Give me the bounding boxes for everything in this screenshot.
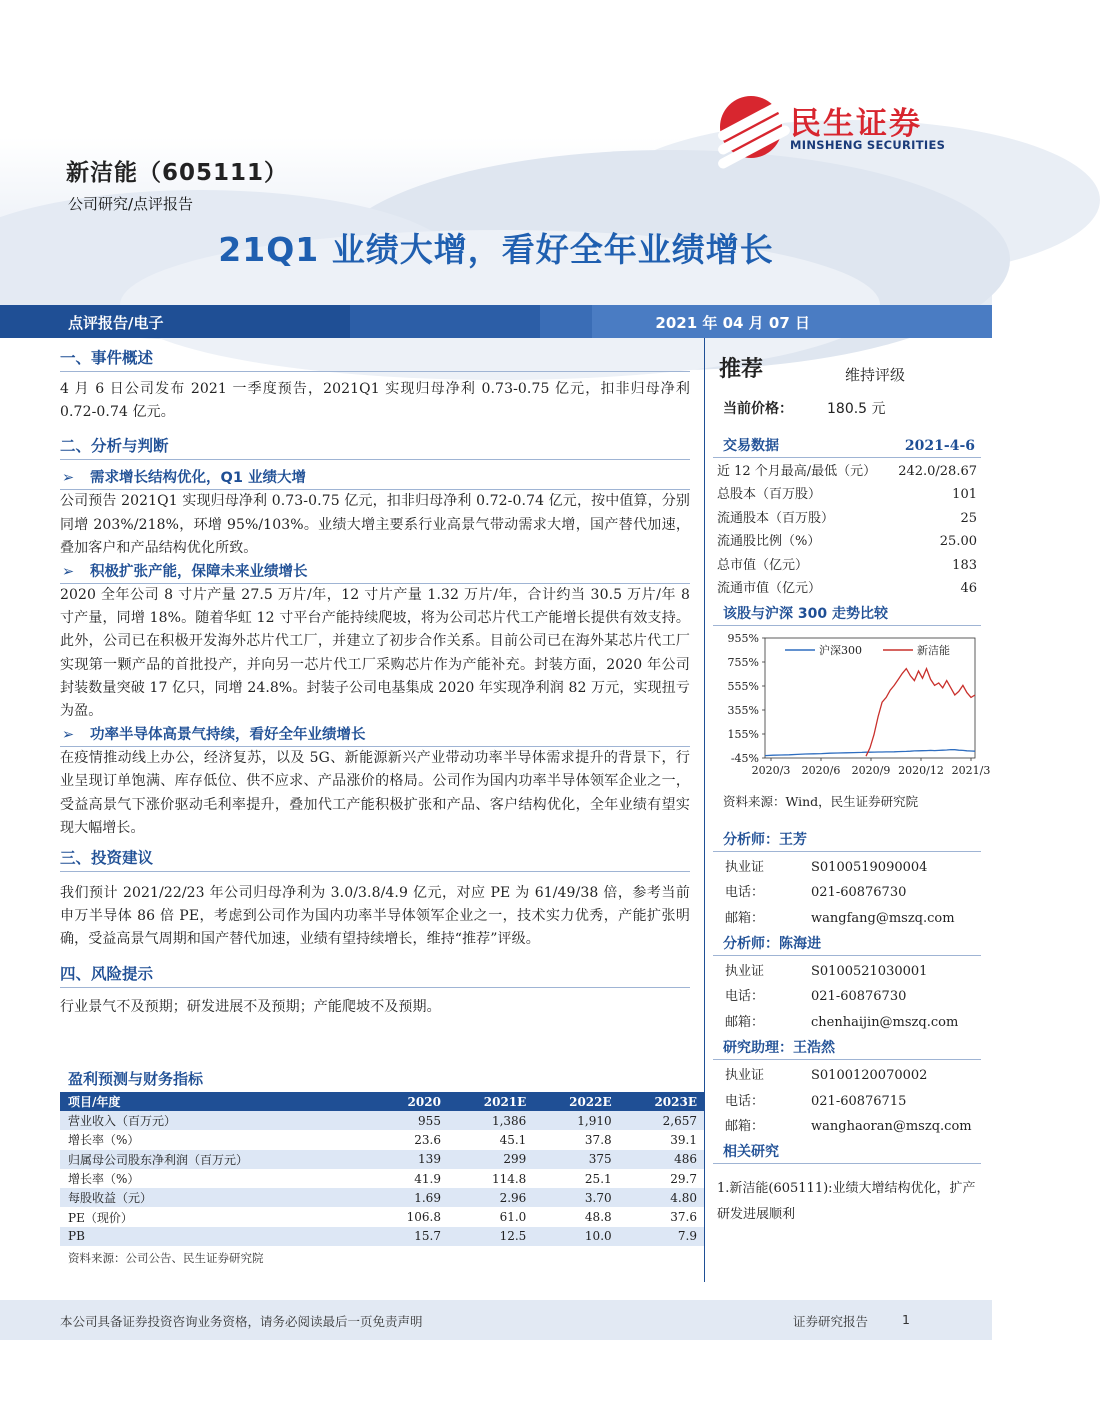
- x-tick-label: 2020/6: [801, 764, 841, 777]
- trade-data-row: 流通市值（亿元） 46: [717, 581, 977, 596]
- table-cell: 39.1: [670, 1132, 697, 1147]
- logo-cn-text: 民生证券: [790, 106, 922, 142]
- trade-date: 2021-4-6: [904, 438, 975, 454]
- price-label: 当前价格：: [723, 401, 793, 417]
- row-label: 归属母公司股东净利润（百万元）: [60, 1150, 377, 1169]
- rating-note: 维持评级: [845, 366, 906, 384]
- price-chart-svg: [713, 630, 991, 780]
- table-row: [60, 1227, 705, 1246]
- footer: [0, 1300, 992, 1340]
- table-cell: 299: [449, 1150, 534, 1169]
- row-label: PE（现价）: [68, 1210, 133, 1225]
- legend-label: 新洁能: [917, 644, 950, 657]
- arrow-bullet-icon: ➢: [62, 727, 75, 744]
- analyst-row: 电话： 021-60876730: [725, 885, 907, 900]
- logo-en-text: MINSHENG SECURITIES: [790, 138, 946, 152]
- row-label: 增长率（%）: [68, 1133, 140, 1148]
- section-text: 4 月 6 日公司发布 2021 一季度预告，2021Q1 实现归母净利 0.73-0.75 亿元，扣非归母净利 0.72-0.74 亿元。: [60, 381, 690, 421]
- analyst-row: 邮箱： wangfang@mszq.com: [725, 911, 955, 926]
- section-text: 公司预告 2021Q1 实现归母净利 0.73-0.75 亿元，扣非归母净利 0.72-0.74 亿元，按中值算，分别同增 203%/218%，环增 95%/103%。业绩大增主要系行业高景气带动需求大增，国产替代加速，叠加客户和产品结构优化所致。: [60, 493, 690, 556]
- minsheng-logo: [720, 96, 960, 160]
- section-heading: 四、风险提示: [60, 960, 690, 988]
- table-source: 资料来源：公司公告、民生证券研究院: [68, 1251, 264, 1266]
- table-cell: 25.1: [584, 1171, 612, 1186]
- table-row: [60, 1111, 705, 1130]
- section-heading: 三、投资建议: [60, 844, 690, 872]
- table-row: [60, 1150, 705, 1169]
- section-heading: 二、分析与判断: [60, 432, 690, 460]
- column-header: 2023E: [620, 1092, 705, 1111]
- subsection-heading: ➢ 功率半导体高景气持续，看好全年业绩增长: [60, 723, 690, 747]
- table-cell: 2,657: [620, 1111, 705, 1130]
- chart-source: 资料来源：Wind，民生证券研究院: [723, 794, 919, 809]
- row-label: 每股收益（元）: [60, 1188, 377, 1207]
- report-category: 公司研究/点评报告: [68, 195, 194, 213]
- company-name: 新洁能（605111）: [66, 160, 289, 186]
- table-cell: 955: [377, 1111, 449, 1130]
- page-number: 1: [902, 1312, 910, 1327]
- trade-data-heading: 交易数据 2021-4-6: [713, 434, 981, 458]
- y-tick-label: 955%: [727, 632, 759, 645]
- row-label: 营业收入（百万元）: [60, 1111, 377, 1130]
- subsection-heading: ➢ 需求增长结构优化，Q1 业绩大增: [60, 466, 690, 490]
- table-cell: 29.7: [670, 1171, 697, 1186]
- series-line-hs300: [765, 750, 975, 756]
- table-cell: 3.70: [534, 1188, 619, 1207]
- section-text: 我们预计 2021/22/23 年公司归母净利为 3.0/3.8/4.9 亿元，对应 PE 为 61/49/38 倍，参考当前申万半导体 86 倍 PE，考虑到公司作为国内功率半导体领军企业之一，技术实力优秀，产能扩张明确，受益高景气周期和国产替代加速，业绩有望持续增长，维持“推荐”评级。: [60, 885, 690, 948]
- x-tick-label: 2020/3: [751, 764, 791, 777]
- analyst-heading: 分析师：王芳: [713, 828, 981, 852]
- trade-data-row: 总股本（百万股） 101: [717, 487, 977, 503]
- footer-label: 证券研究报告: [793, 1314, 869, 1329]
- subsection-heading: ➢ 积极扩张产能，保障未来业绩增长: [60, 560, 690, 584]
- table-cell: 10.0: [534, 1227, 619, 1246]
- main-content: [60, 344, 690, 1019]
- report-date: 2021 年 04 月 07 日: [655, 314, 810, 332]
- financial-forecast: [60, 1066, 705, 1266]
- table-row: [60, 1130, 705, 1149]
- legend-label: 沪深300: [819, 644, 862, 657]
- analyst-row: 执业证 S0100519090004: [725, 860, 928, 875]
- table-row: [60, 1207, 705, 1226]
- report-band: [0, 305, 992, 338]
- y-tick-label: 555%: [727, 680, 759, 693]
- table-cell: 2.96: [449, 1188, 534, 1207]
- row-label: PB: [60, 1227, 377, 1246]
- table-header-row: [60, 1092, 705, 1111]
- trade-data-row: 近 12 个月最高/最低（元） 242.0/28.67: [717, 464, 977, 479]
- table-cell: 375: [534, 1150, 619, 1169]
- section-heading: 一、事件概述: [60, 344, 690, 372]
- price-value: 180.5 元: [827, 401, 886, 417]
- trade-data-row: 流通股比例（%） 25.00: [717, 534, 977, 550]
- table-cell: 4.80: [620, 1188, 705, 1207]
- related-heading: 相关研究: [713, 1140, 981, 1164]
- table-title: 盈利预测与财务指标: [68, 1070, 204, 1088]
- related-research-link[interactable]: 1.新洁能(605111):业绩大增结构优化，扩产研发进展顺利: [717, 1181, 976, 1222]
- table-cell: 48.8: [584, 1210, 612, 1225]
- section-text: 在疫情推动线上办公，经济复苏，以及 5G、新能源新兴产业带动功率半导体需求提升的背景下，行业呈现订单饱满、库存低位、供不应求、产品涨价的格局。公司作为国内功率半导体领军企业之一，受益高景气下涨价驱动毛利率提升，叠加代工产能积极扩张和产品、客户结构优化，全年业绩有望实现大幅增长。: [60, 750, 690, 836]
- y-tick-label: -45%: [730, 752, 759, 765]
- table-cell: 23.6: [414, 1132, 441, 1147]
- table-cell: 45.1: [499, 1132, 527, 1147]
- arrow-bullet-icon: ➢: [62, 470, 75, 487]
- x-tick-label: 2021/3: [951, 764, 991, 777]
- disclaimer-note: 本公司具备证券投资咨询业务资格，请务必阅读最后一页免责声明: [60, 1314, 423, 1329]
- analyst-heading: 分析师：陈海进: [713, 932, 981, 956]
- section-text: 行业景气不及预期；研发进展不及预期；产能爬坡不及预期。: [60, 998, 441, 1015]
- table-cell: 1.69: [377, 1188, 449, 1207]
- financial-table: [60, 1092, 705, 1246]
- table-row: [60, 1169, 705, 1188]
- table-cell: 15.7: [377, 1227, 449, 1246]
- assistant-row: 执业证 S0100120070002: [725, 1068, 928, 1083]
- chart-heading: 该股与沪深 300 走势比较: [713, 602, 981, 626]
- analyst-row: 执业证 S0100521030001: [725, 964, 928, 979]
- analyst-row: 邮箱： chenhaijin@mszq.com: [725, 1015, 959, 1030]
- table-row: [60, 1188, 705, 1207]
- trade-data-row: 流通股本（百万股） 25: [717, 510, 977, 526]
- rating: 推荐: [719, 357, 764, 382]
- column-header: 项目/年度: [60, 1092, 377, 1111]
- series-line-xinjieneng: [866, 669, 975, 757]
- y-tick-label: 355%: [727, 704, 759, 717]
- table-cell: 41.9: [414, 1171, 441, 1186]
- assistant-row: 邮箱： wanghaoran@mszq.com: [725, 1119, 972, 1134]
- table-cell: 1,910: [534, 1111, 619, 1130]
- column-header: 2022E: [534, 1092, 619, 1111]
- column-header: 2020: [377, 1092, 449, 1111]
- table-cell: 106.8: [406, 1210, 441, 1225]
- logo-mark-icon: [720, 96, 782, 158]
- table-cell: 37.8: [584, 1132, 612, 1147]
- y-tick-label: 155%: [727, 728, 759, 741]
- arrow-bullet-icon: ➢: [62, 564, 75, 581]
- report-type: 点评报告/电子: [68, 314, 164, 332]
- section-text: 2020 全年公司 8 寸片产量 27.5 万片/年，12 寸片产量 1.32 万片/年，合计约当 30.5 万片/年 8 寸产量，同增 18%。随着华虹 12 寸平台产能持续爬坡，将为公司芯片代工产能增长提供有效支持。此外，公司已在积极开发海外芯片代工厂，并建立了初步合作关系。目前公司已在海外某芯片代工厂实现第一颗产品的首批投产，并向另一芯片代工厂采购芯片作为产能补充。封装方面，2020 年公司封装数量突破 17 亿只，同增 24.8%。封装子公司电基集成 2020 年实现净利润 82 万元，实现扭亏为盈。: [60, 587, 690, 720]
- table-cell: 139: [377, 1150, 449, 1169]
- x-tick-label: 2020/9: [851, 764, 891, 777]
- table-cell: 12.5: [449, 1227, 534, 1246]
- table-cell: 1,386: [449, 1111, 534, 1130]
- assistant-heading: 研究助理：王浩然: [713, 1036, 981, 1060]
- column-header: 2021E: [449, 1092, 534, 1111]
- x-tick-label: 2020/12: [898, 764, 944, 777]
- assistant-row: 电话： 021-60876715: [725, 1094, 907, 1109]
- price-chart: [713, 630, 991, 780]
- table-cell: 486: [620, 1150, 705, 1169]
- trade-data-row: 总市值（亿元） 183: [717, 557, 977, 573]
- analyst-row: 电话： 021-60876730: [725, 989, 907, 1004]
- row-label: 增长率（%）: [68, 1172, 140, 1187]
- table-cell: 7.9: [620, 1227, 705, 1246]
- table-cell: 37.6: [670, 1210, 697, 1225]
- sidebar: [704, 338, 991, 1282]
- header-banner: [0, 0, 992, 305]
- y-tick-label: 755%: [727, 656, 759, 669]
- table-cell: 61.0: [499, 1210, 527, 1225]
- report-title: 21Q1 业绩大增，看好全年业绩增长: [218, 230, 774, 269]
- table-cell: 114.8: [491, 1171, 527, 1186]
